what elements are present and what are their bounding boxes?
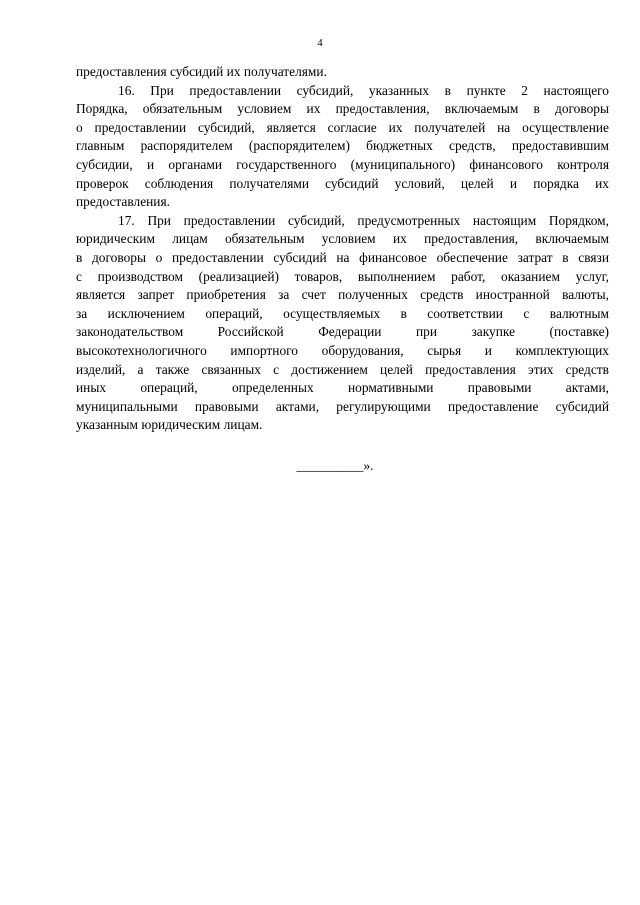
text-line: субсидии, и органами государственного (муниципального) финансового контроля	[76, 156, 609, 172]
text-line: высокотехнологичного импортного оборудования, сырья и комплектующих	[76, 342, 609, 358]
paragraph-16-start: 16. При предоставлении субсидий, указанных в пункте 2 настоящего	[118, 82, 609, 98]
text-line: законодательством Российской Федерации при закупке (поставке)	[76, 324, 609, 340]
text-line: юридическим лицам обязательным условием их предоставления, включаемым	[76, 231, 609, 247]
text-line: в договоры о предоставлении субсидий на финансовое обеспечение затрат в связи	[76, 249, 609, 265]
text-line: предоставления.	[76, 194, 170, 210]
text-line: о предоставлении субсидий, является согласие их получателей на осуществление	[76, 119, 609, 135]
paragraph-17-start: 17. При предоставлении субсидий, предусмотренных настоящим Порядком,	[118, 212, 609, 228]
text-line: главным распорядителем (распорядителем) бюджетных средств, предоставившим	[76, 138, 609, 154]
text-line: указанным юридическим лицам.	[76, 417, 263, 433]
text-line: Порядка, обязательным условием их предоставления, включаемым в договоры	[76, 101, 609, 117]
text-line: проверок соблюдения получателями субсидий условий, целей и порядка их	[76, 175, 609, 191]
page-number: 4	[317, 38, 323, 49]
document-body	[76, 63, 609, 435]
text-line: муниципальными правовыми актами, регулирующими предоставление субсидий	[76, 398, 609, 414]
text-line: с производством (реализацией) товаров, выполнением работ, оказанием услуг,	[76, 268, 609, 284]
text-line: изделий, а также связанных с достижением целей предоставления этих средств	[76, 361, 609, 377]
text-line: предоставления субсидий их получателями.	[76, 64, 327, 79]
text-line: является запрет приобретения за счет полученных средств иностранной валюты,	[76, 287, 609, 303]
text-line: за исключением операций, осуществляемых в соответствии с валютным	[76, 305, 609, 321]
end-of-document-mark: __________».	[296, 458, 374, 473]
text-line: иных операций, определенных нормативными правовыми актами,	[76, 380, 609, 396]
